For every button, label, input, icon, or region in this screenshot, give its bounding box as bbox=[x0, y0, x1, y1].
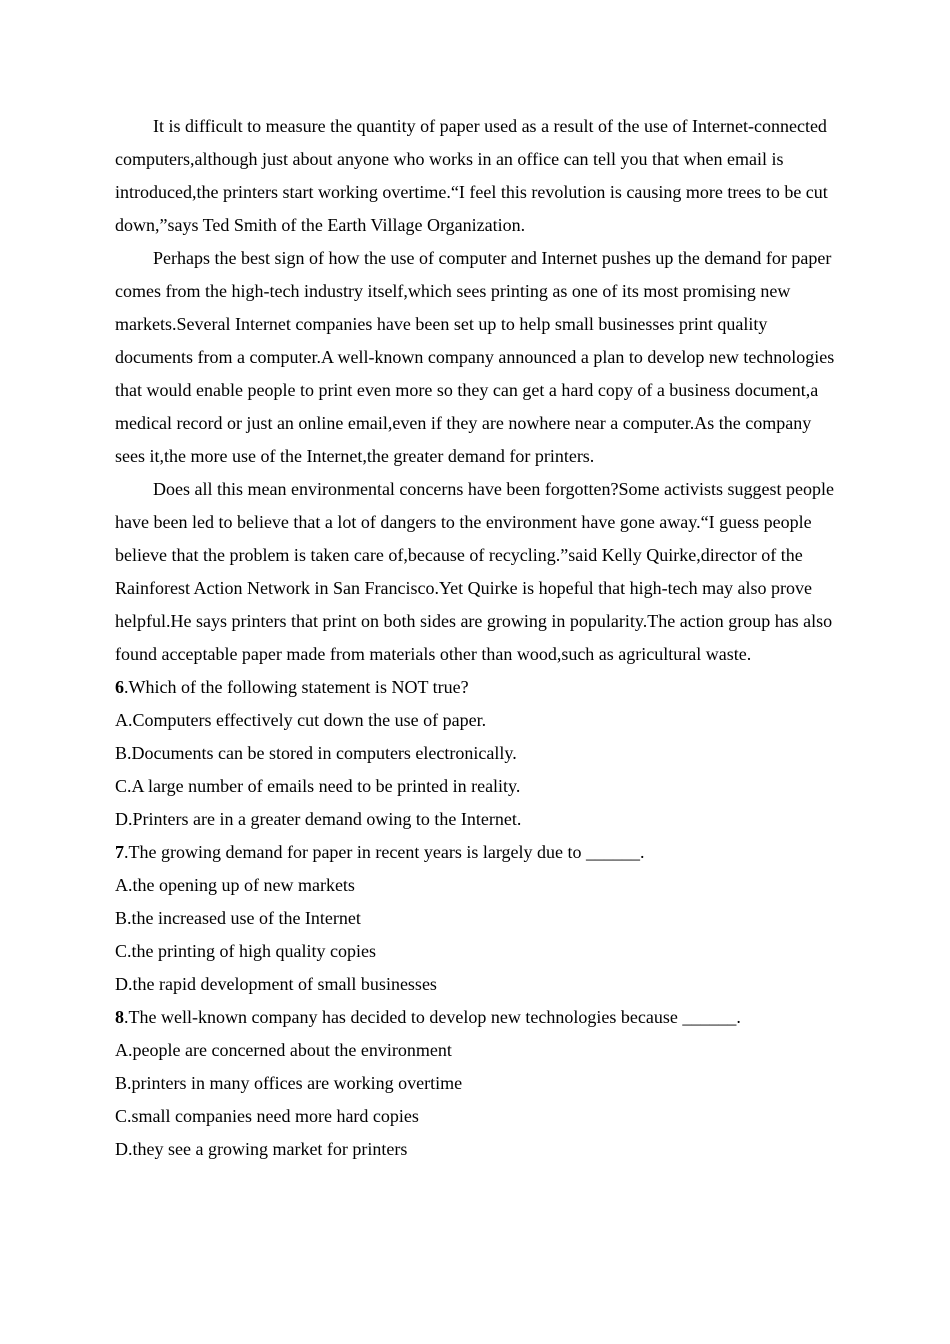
passage-paragraph-3: Does all this mean environmental concerns have been forgotten?Some activists suggest people have been led to believe that a lot of dangers to the environment have gone away.“I guess people believe that the problem is taken care of,because of recycling.”said Kelly Quirke,director of the Rainforest Action Network in San Francisco.Yet Quirke is hopeful that high-tech may also prove helpful.He says printers that print on both sides are growing in popularity.The action group has also found acceptable paper made from materials other than wood,such as agricultural waste. bbox=[115, 479, 834, 664]
question-stem bbox=[115, 671, 835, 704]
option-d: D.the rapid development of small businesses bbox=[115, 974, 437, 994]
option-b: B.the increased use of the Internet bbox=[115, 908, 361, 928]
question-8 bbox=[115, 1001, 835, 1166]
question-number: 8 bbox=[115, 1007, 124, 1027]
option-c: C.small companies need more hard copies bbox=[115, 1106, 419, 1126]
passage-paragraph-1: It is difficult to measure the quantity of paper used as a result of the use of Internet-connected computers,although just about anyone who works in an office can tell you that when email is introduced,the printers start working overtime.“I feel this revolution is causing more trees to be cut down,”says Ted Smith of the Earth Village Organization. bbox=[115, 116, 828, 235]
question-6 bbox=[115, 671, 835, 836]
question-7 bbox=[115, 836, 835, 1001]
option-b: B.Documents can be stored in computers electronically. bbox=[115, 743, 517, 763]
option-a: A.Computers effectively cut down the use of paper. bbox=[115, 710, 487, 730]
question-number: 6 bbox=[115, 677, 124, 697]
question-text: .The well-known company has decided to develop new technologies because ______. bbox=[124, 1007, 741, 1027]
question-text: .Which of the following statement is NOT true? bbox=[124, 677, 469, 697]
document-page bbox=[115, 110, 835, 1166]
option-c: C.A large number of emails need to be printed in reality. bbox=[115, 776, 521, 796]
option-a: A.people are concerned about the environment bbox=[115, 1040, 452, 1060]
passage-paragraph-2: Perhaps the best sign of how the use of computer and Internet pushes up the demand for paper comes from the high-tech industry itself,which sees printing as one of its most promising new markets.Several Internet companies have been set up to help small businesses print quality documents from a computer.A well-known company announced a plan to develop new technologies that would enable people to print even more so they can get a hard copy of a business document,a medical record or just an online email,even if they are nowhere near a computer.As the company sees it,the more use of the Internet,the greater demand for printers. bbox=[115, 248, 835, 466]
option-c: C.the printing of high quality copies bbox=[115, 941, 376, 961]
option-a: A.the opening up of new markets bbox=[115, 875, 355, 895]
option-d: D.they see a growing market for printers bbox=[115, 1139, 408, 1159]
question-text: .The growing demand for paper in recent years is largely due to ______. bbox=[124, 842, 645, 862]
option-b: B.printers in many offices are working overtime bbox=[115, 1073, 463, 1093]
question-stem bbox=[115, 1001, 835, 1034]
question-stem bbox=[115, 836, 835, 869]
question-number: 7 bbox=[115, 842, 124, 862]
option-d: D.Printers are in a greater demand owing to the Internet. bbox=[115, 809, 522, 829]
